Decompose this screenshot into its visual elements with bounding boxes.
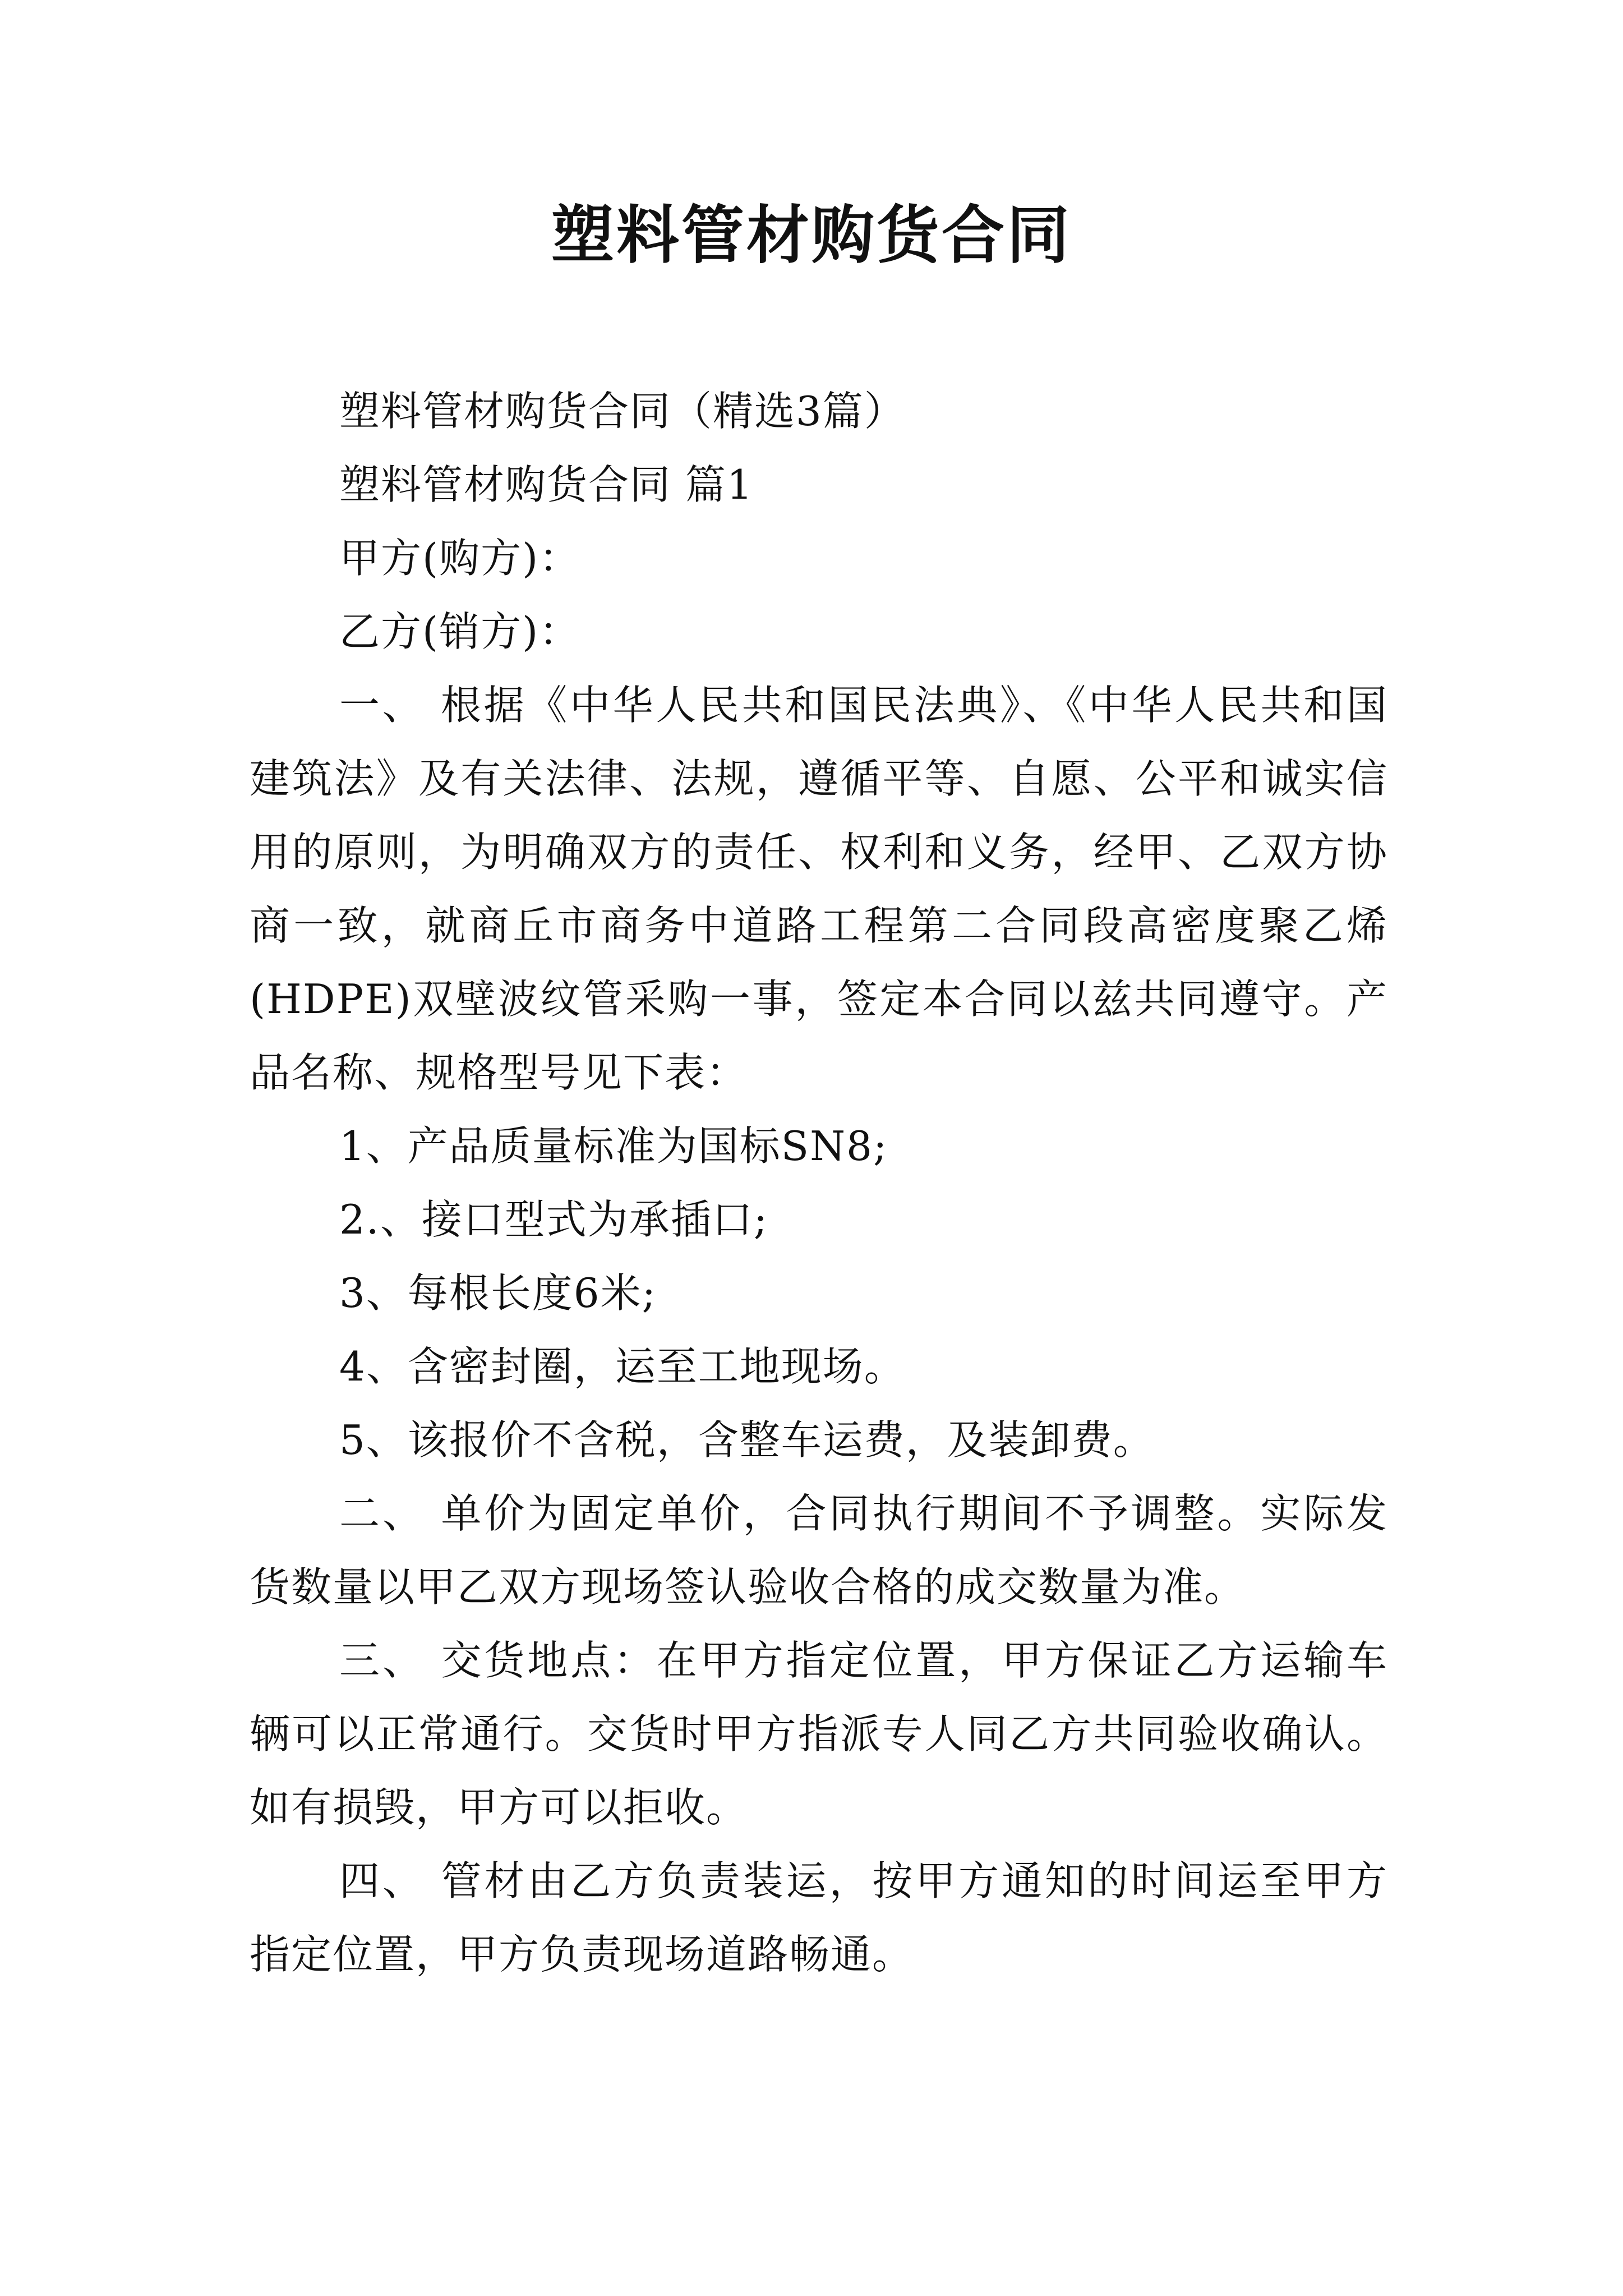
clause-1-item-2: 2.、接口型式为承插口;	[339, 1196, 768, 1243]
subtitle-part-1: 塑料管材购货合同 篇1	[339, 461, 754, 508]
clause-4: 四、 管材由乙方负责装运，按甲方通知的时间运至甲方指定位置，甲方负责现场道路畅通。	[250, 1857, 1388, 1978]
clause-2: 二、 单价为固定单价，合同执行期间不予调整。实际发货数量以甲乙双方现场签认验收合格的成交数量为准。	[250, 1490, 1388, 1611]
party-a-line: 甲方(购方)：	[339, 535, 581, 582]
clause-1: 一、 根据《中华人民共和国民法典》、《中华人民共和国建筑法》及有关法律、法规，遵循平等、自愿、公平和诚实信用的原则，为明确双方的责任、权利和义务，经甲、乙双方协商一致，就商丘市商务中道路工程第二合同段高密度聚乙烯(HDPE)双壁波纹管采购一事，签定本合同以兹共同遵守。产品名称、规格型号见下表：	[250, 682, 1388, 1096]
subtitle-collection: 塑料管材购货合同（精选3篇）	[339, 388, 906, 435]
document-body	[250, 375, 1388, 1991]
clause-1-item-3: 3、每根长度6米;	[339, 1269, 657, 1317]
party-b-line: 乙方(销方)：	[339, 608, 581, 655]
document-title: 塑料管材购货合同	[551, 199, 1072, 272]
clause-1-item-4: 4、含密封圈，运至工地现场。	[339, 1343, 906, 1390]
clause-1-item-1: 1、产品质量标准为国标SN8;	[339, 1122, 888, 1170]
clause-1-item-5: 5、该报价不含税，含整车运费，及装卸费。	[339, 1416, 1155, 1464]
clause-3: 三、 交货地点：在甲方指定位置，甲方保证乙方运输车辆可以正常通行。交货时甲方指派专人同乙方共同验收确认。如有损毁，甲方可以拒收。	[250, 1637, 1388, 1831]
